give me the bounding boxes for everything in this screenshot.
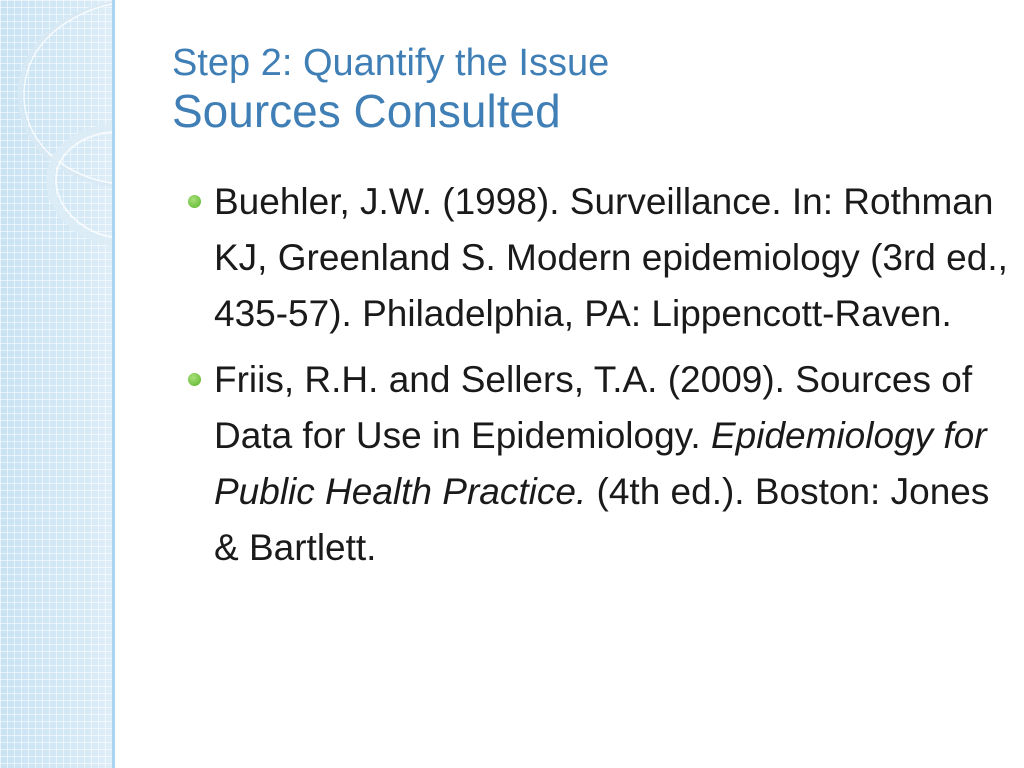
slide-subtitle: Sources Consulted: [172, 85, 561, 137]
slide-title-block: [172, 42, 992, 138]
reference-text: Buehler, J.W. (1998). Surveillance. In: Rothman KJ, Greenland S. Modern epidemiology (3rd ed., 435-57). Philadelphia, PA: Lippencott-Raven.: [214, 181, 1008, 334]
reference-book-title: Epidemiology for Public Health Practice.: [214, 415, 987, 512]
reference-list: [188, 174, 1008, 576]
reference-text-lead: Friis, R.H. and Sellers, T.A. (2009). Sources of Data for Use in Epidemiology.: [214, 359, 973, 456]
slide-title: Step 2: Quantify the Issue: [172, 42, 610, 84]
reference-item: [188, 174, 1008, 342]
outer-ring-arc: [20, 4, 112, 185]
reference-item: [188, 352, 1008, 576]
reference-text-tail: (4th ed.). Boston: Jones & Bartlett.: [214, 471, 990, 568]
outer-ring-arc-shadow: [24, 4, 112, 183]
slide-content: [188, 174, 1008, 586]
decorative-rings: [0, 0, 150, 260]
bullet-icon: [188, 195, 201, 208]
bullet-icon: [188, 373, 201, 386]
